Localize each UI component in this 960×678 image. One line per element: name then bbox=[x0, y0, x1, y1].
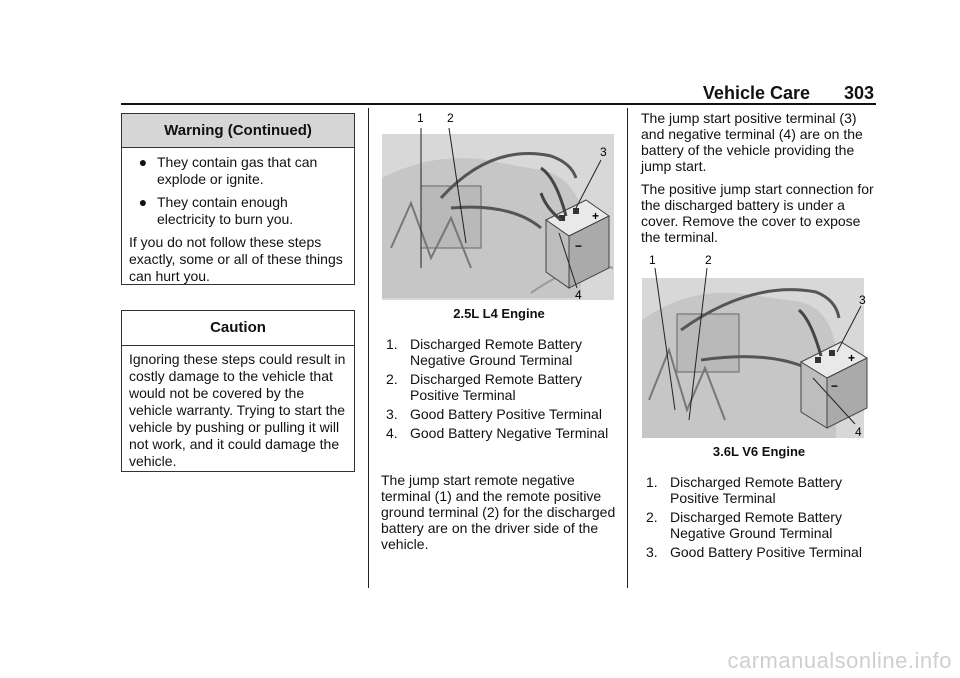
item-text: Discharged Remote Battery Positive Terminal bbox=[410, 371, 582, 403]
right-paragraph-1: The jump start positive terminal (3) and negative terminal (4) are on the battery of the vehicle providing the jump start. bbox=[641, 110, 863, 174]
plus-symbol: + bbox=[592, 209, 600, 223]
callout-2: 2 bbox=[447, 111, 454, 125]
warning-bullet bbox=[129, 194, 347, 228]
item-number: 1. bbox=[386, 336, 398, 352]
callout-3: 3 bbox=[600, 145, 607, 159]
item-number: 2. bbox=[646, 509, 658, 525]
figure2-legend bbox=[646, 474, 876, 563]
plus-symbol: + bbox=[848, 351, 856, 365]
middle-paragraph: The jump start remote negative terminal (1) and the remote positive ground terminal (2) for the discharged battery are on the driver side of the vehicle. bbox=[381, 472, 616, 552]
item-number: 4. bbox=[386, 425, 398, 441]
callout-2: 2 bbox=[705, 253, 712, 267]
warning-paragraph: If you do not follow these steps exactly, some or all of these things can hurt you. bbox=[129, 234, 343, 284]
caution-paragraph: Ignoring these steps could result in costly damage to the vehicle that would not be covered by the vehicle warranty. Trying to start the vehicle by pushing or pulling it will not work, and it could damage the vehicle. bbox=[129, 351, 346, 469]
callout-3: 3 bbox=[859, 293, 866, 307]
warning-body bbox=[122, 148, 354, 291]
engine-illustration bbox=[381, 108, 617, 304]
list-item bbox=[386, 336, 614, 368]
warning-box bbox=[121, 113, 355, 285]
right-paragraph-2: The positive jump start connection for the discharged battery is under a cover. Remove the cover to expose the terminal. bbox=[641, 181, 874, 245]
item-text: Discharged Remote Battery Negative Ground Terminal bbox=[410, 336, 582, 368]
item-number: 3. bbox=[646, 544, 658, 560]
figure1-legend bbox=[386, 336, 614, 444]
list-item bbox=[386, 425, 614, 441]
figure-caption: 3.6L V6 Engine bbox=[712, 444, 806, 459]
list-item bbox=[386, 371, 614, 403]
column-divider-right bbox=[627, 108, 628, 588]
callout-1: 1 bbox=[417, 111, 424, 125]
item-number: 3. bbox=[386, 406, 398, 422]
watermark: carmanualsonline.info bbox=[727, 648, 952, 673]
callout-1: 1 bbox=[649, 253, 656, 267]
callout-4: 4 bbox=[855, 425, 862, 439]
caution-title: Caution bbox=[122, 311, 354, 346]
item-number: 2. bbox=[386, 371, 398, 387]
engine-figure-3-6l bbox=[641, 250, 877, 440]
bullet-text: They contain gas that can explode or ignite. bbox=[157, 154, 318, 187]
column-divider-left bbox=[368, 108, 369, 588]
item-text: Discharged Remote Battery Positive Terminal bbox=[670, 474, 842, 506]
item-text: Good Battery Positive Terminal bbox=[670, 544, 862, 560]
header-rule bbox=[121, 103, 876, 105]
bullet-icon: ● bbox=[138, 194, 148, 210]
caution-body bbox=[122, 346, 354, 476]
minus-symbol: − bbox=[831, 379, 839, 393]
item-number: 1. bbox=[646, 474, 658, 490]
bullet-icon: ● bbox=[138, 154, 148, 170]
bullet-text: They contain enough electricity to burn you. bbox=[157, 194, 294, 227]
item-text: Good Battery Positive Terminal bbox=[410, 406, 602, 422]
item-text: Discharged Remote Battery Negative Ground Terminal bbox=[670, 509, 842, 541]
engine-figure-2-5l bbox=[381, 108, 617, 304]
page-number: 303 bbox=[843, 83, 874, 103]
list-item bbox=[386, 406, 614, 422]
caution-box bbox=[121, 310, 355, 472]
section-title: Vehicle Care bbox=[702, 83, 810, 103]
list-item bbox=[646, 509, 876, 541]
engine-illustration bbox=[641, 250, 877, 440]
warning-bullet bbox=[129, 154, 347, 188]
warning-title: Warning (Continued) bbox=[122, 114, 354, 148]
minus-symbol: − bbox=[575, 239, 583, 253]
list-item bbox=[646, 544, 876, 560]
list-item bbox=[646, 474, 876, 506]
item-text: Good Battery Negative Terminal bbox=[410, 425, 609, 441]
figure-caption: 2.5L L4 Engine bbox=[453, 306, 545, 321]
callout-4: 4 bbox=[575, 288, 582, 302]
